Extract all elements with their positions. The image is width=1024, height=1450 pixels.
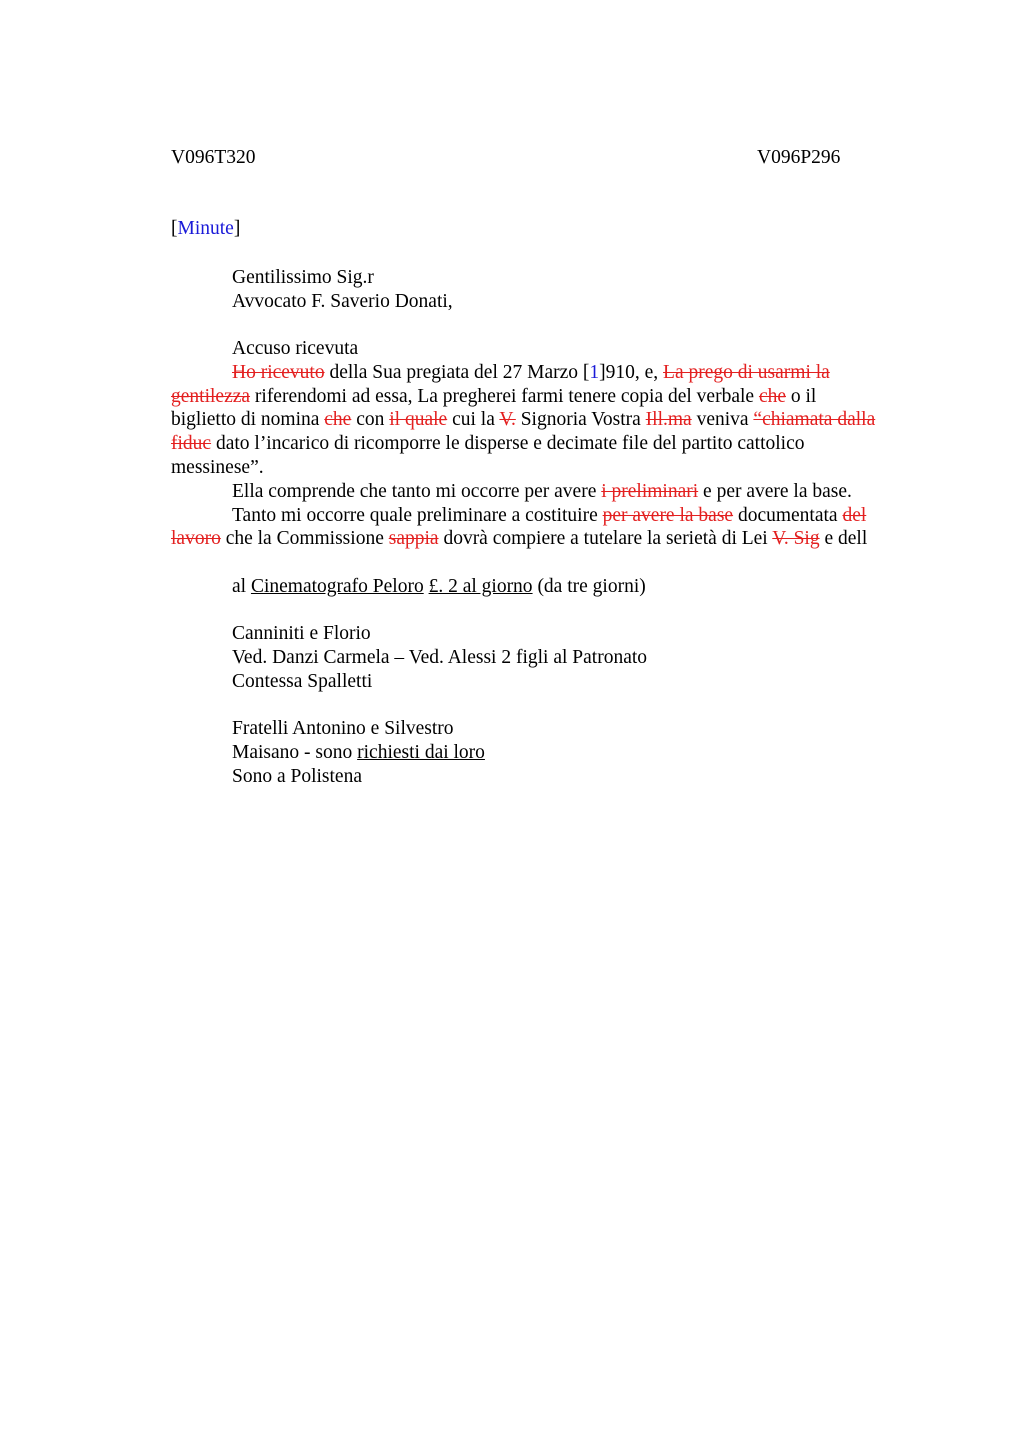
salutation-line-2: Avvocato F. Saverio Donati, <box>232 291 453 312</box>
notes-block-1-line-2: Ved. Danzi Carmela – Ved. Alessi 2 figli al Patronato <box>232 647 648 668</box>
text: biglietto di nomina <box>171 409 325 430</box>
text: documentata <box>733 505 843 526</box>
text: dovrà compiere a tutelare la serietà di Lei <box>438 528 773 549</box>
editorial-digit: 1 <box>589 362 600 383</box>
notes-block-2-line-2 <box>232 741 485 765</box>
bracket-open: [ <box>171 218 178 239</box>
text: con <box>351 409 390 430</box>
deleted-text: lavoro <box>171 528 221 549</box>
deleted-text: il quale <box>389 409 448 430</box>
text: Ella comprende che tanto mi occorre per avere <box>232 481 602 502</box>
text: e per avere la base. <box>698 481 852 502</box>
text: messinese”. <box>171 457 264 478</box>
deleted-text: che <box>758 386 786 407</box>
minute-label: Minute <box>177 218 234 239</box>
deleted-text: V. <box>499 409 516 430</box>
header-left-code: V096T320 <box>171 147 256 168</box>
deleted-text: Ho ricevuto <box>232 362 325 383</box>
cinema-note <box>232 575 646 599</box>
text: della Sua pregiata del 27 Marzo [ <box>324 362 590 383</box>
underlined-text: richiesti dai loro <box>357 742 485 763</box>
section-label <box>171 217 240 241</box>
deleted-text: i preliminari <box>601 481 699 502</box>
text: veniva <box>691 409 754 430</box>
text: (da tre giorni) <box>532 576 646 597</box>
text: cui la <box>447 409 500 430</box>
paragraph-1-line-2 <box>171 385 816 409</box>
deleted-text: “chiamata dalla <box>753 409 876 430</box>
notes-block-2-line-1: Fratelli Antonino e Silvestro <box>232 718 454 739</box>
inserted-heading: Accuso ricevuta <box>232 338 359 359</box>
text: o il <box>786 386 817 407</box>
underlined-text: Cinematografo Peloro <box>250 576 424 597</box>
deleted-text: fiduc <box>171 433 212 454</box>
deleted-text: La prego di usarmi la <box>663 362 830 383</box>
deleted-text: Ill.ma <box>645 409 692 430</box>
deleted-text: gentilezza <box>171 386 251 407</box>
paragraph-1-line-1 <box>232 361 830 385</box>
salutation-line-1: Gentilissimo Sig.r <box>232 267 374 288</box>
text: che la Commissione <box>220 528 389 549</box>
deleted-text: che <box>324 409 352 430</box>
paragraph-3-line-1 <box>232 504 866 528</box>
text: Tanto mi occorre quale preliminare a costituire <box>232 505 603 526</box>
notes-block-1-line-3: Contessa Spalletti <box>232 671 373 692</box>
notes-block-2-line-3: Sono a Polistena <box>232 766 362 787</box>
bracket-close: ] <box>233 218 241 239</box>
deleted-text: del <box>842 505 867 526</box>
text: ]910, e, <box>599 362 664 383</box>
paragraph-2 <box>232 480 852 504</box>
deleted-text: sappia <box>388 528 439 549</box>
paragraph-1-line-4 <box>171 432 805 456</box>
deleted-text: V. Sig <box>772 528 820 549</box>
notes-block-1-line-1: Canniniti e Florio <box>232 623 371 644</box>
text: Signoria Vostra <box>515 409 646 430</box>
text: riferendomi ad essa, La pregherei farmi tenere copia del verbale <box>250 386 759 407</box>
paragraph-1-line-5 <box>171 456 264 480</box>
paragraph-1-line-3 <box>171 408 875 432</box>
text: Maisano - sono <box>232 742 358 763</box>
text: al <box>232 576 251 597</box>
underlined-text: £. 2 al giorno <box>428 576 533 597</box>
paragraph-3-line-2 <box>171 527 867 551</box>
header-right-code: V096P296 <box>757 147 841 168</box>
text: e dell <box>819 528 868 549</box>
deleted-text: per avere la base <box>602 505 734 526</box>
text: dato l’incarico di ricomporre le disperse e decimate file del partito cattolico <box>211 433 805 454</box>
